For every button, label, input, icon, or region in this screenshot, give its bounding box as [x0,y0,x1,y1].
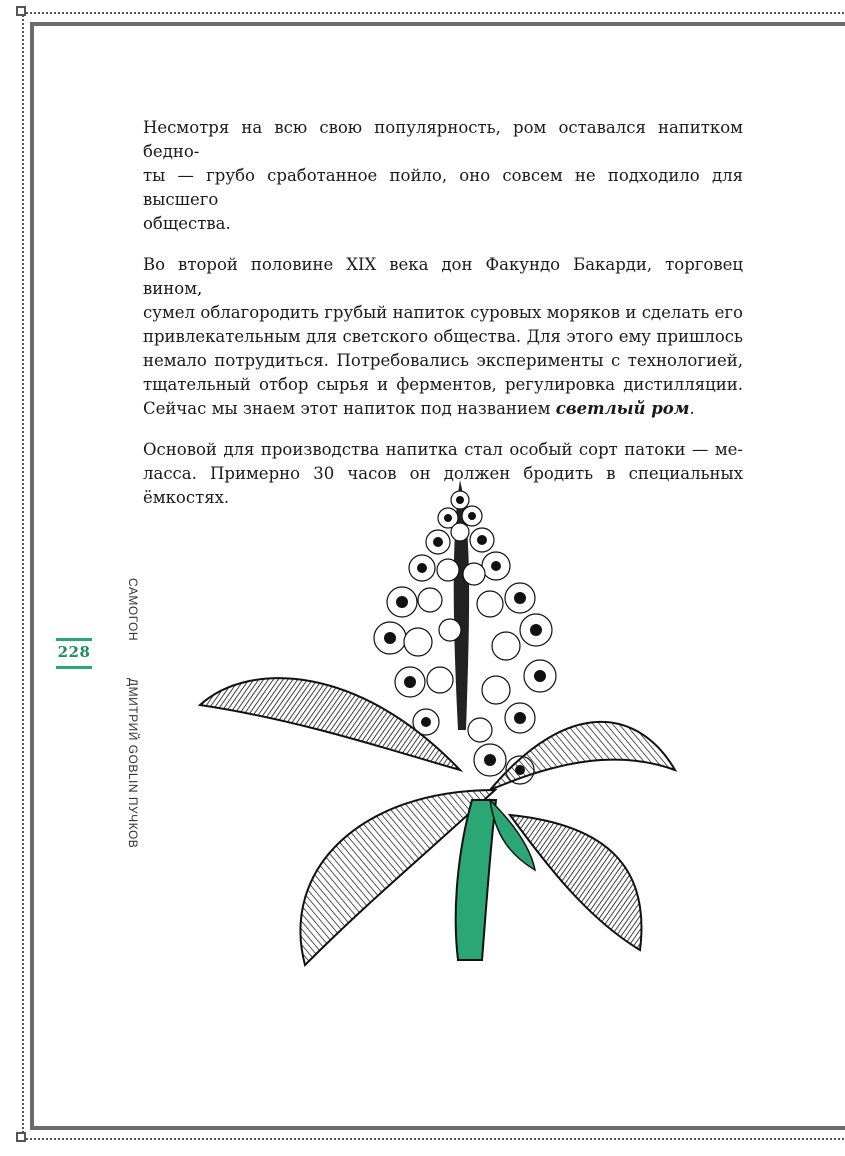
text-line: ты — грубо сработанное пойло, оно совсем не подходило для высшего [143,166,743,209]
text-line: Основой для производства напитка стал особый сорт патоки — ме- [143,440,743,459]
frame-corner-top-left [16,6,26,16]
text-line: ласса. Примерно 30 часов он должен бродить в специальных ёмкостях. [143,464,743,507]
text-line: Во второй половине XIX века дон Факундо Бакарди, торговец вином, [143,255,743,298]
running-header [56,570,140,850]
body-text [143,116,743,527]
book-title: САМОГОН [126,578,140,642]
text-line: общества. [143,214,231,233]
text-fragment: Сейчас мы знаем этот напиток под названием [143,399,556,418]
paragraph-2 [143,253,743,421]
text-line: сумел облагородить грубый напиток суровых моряков и сделать его [143,303,743,322]
text-line: немало потрудиться. Потребовались эксперименты с технологией, [143,351,743,370]
leaf-right-lower [510,815,641,950]
author-name: ДМИТРИЙ GOBLIN ПУЧКОВ [126,678,140,849]
accent-bar-bottom [56,666,92,669]
emphasized-term: светлый ром [555,399,690,418]
page-number: 228 [57,643,91,661]
plant-stalk [456,800,496,960]
text-line: Несмотря на всю свою популярность, ром оставался напитком бедно- [143,118,743,161]
text-fragment: . [689,399,695,418]
sugarcane-plant-icon [190,470,690,980]
frame-corner-bottom-left [16,1132,26,1142]
text-line [143,397,743,421]
paragraph-1 [143,116,743,236]
text-line: привлекательным для светского общества. Для этого ему пришлось [143,327,743,346]
text-line: тщательный отбор сырья и ферментов, регулировка дистилляции. [143,375,743,394]
accent-bar-top [56,638,92,641]
